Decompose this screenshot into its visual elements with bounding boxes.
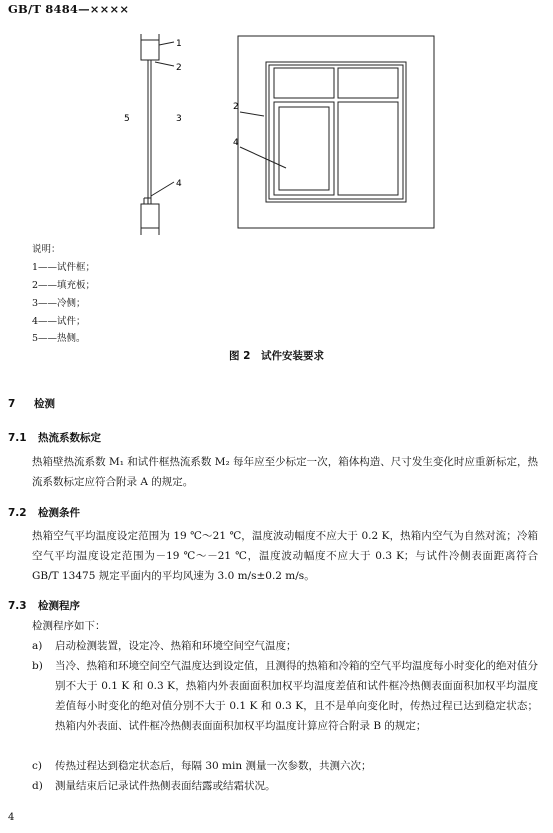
legend-title: 说明：	[32, 244, 61, 255]
sash-bottom-right	[338, 102, 398, 195]
list-item	[32, 756, 538, 776]
list-text: 启动检测装置，设定冷、热箱和环境空间空气温度；	[55, 640, 297, 652]
specimen-glass	[279, 107, 329, 190]
list-marker: d)	[32, 780, 43, 792]
legend-item: 1——试件框；	[32, 262, 96, 273]
leader-r2	[240, 112, 264, 116]
label-r2: 2	[233, 102, 239, 112]
frame-top	[141, 40, 159, 60]
window-outer	[269, 65, 403, 199]
filler-panel-inner	[266, 62, 406, 202]
subsection-number: 7.2	[8, 507, 27, 519]
subsection-number: 7.1	[8, 432, 27, 444]
label-5: 5	[124, 114, 130, 124]
list-marker: b)	[32, 660, 43, 672]
figure-2-drawing	[0, 0, 553, 345]
list-item	[32, 776, 538, 796]
label-r4: 4	[233, 138, 239, 148]
subsection-number: 7.3	[8, 600, 27, 612]
subsection-title: 检测条件	[38, 507, 80, 519]
page-number: 4	[8, 812, 15, 823]
leader-2	[155, 62, 174, 66]
list-item	[32, 656, 538, 736]
sash-bottom-left	[274, 102, 334, 195]
leader-1	[159, 42, 174, 45]
subsection-heading	[8, 598, 80, 613]
list-marker: c)	[32, 760, 42, 772]
legend-item: 2——填充板；	[32, 280, 96, 291]
figure-caption: 图 2 试件安装要求	[229, 350, 324, 362]
sash-top-right	[338, 68, 398, 98]
label-4: 4	[176, 179, 182, 189]
elevation-view	[238, 36, 434, 228]
list-marker: a)	[32, 640, 43, 652]
subsection-heading	[8, 430, 101, 445]
label-2: 2	[176, 63, 182, 73]
legend-item: 3——冷侧；	[32, 298, 86, 309]
sash-top-left	[274, 68, 334, 98]
label-1: 1	[176, 39, 182, 49]
leader-4	[151, 182, 174, 196]
frame-bottom	[141, 204, 159, 228]
section-number: 7	[8, 398, 16, 410]
list-text: 传热过程达到稳定状态后，每隔 30 min 测量一次参数，共测六次；	[55, 760, 372, 772]
legend-item: 4——试件；	[32, 316, 86, 327]
section-heading	[8, 396, 55, 411]
subsection-heading	[8, 505, 80, 520]
legend-item: 5——热侧。	[32, 333, 86, 344]
subsection-title: 热流系数标定	[38, 432, 101, 444]
label-3: 3	[176, 114, 182, 124]
list-text: 测量结束后记录试件热侧表面结露或结霜状况。	[55, 780, 276, 792]
paragraph: 热箱壁热流系数 M₁ 和试件框热流系数 M₂ 每年应至少标定一次，箱体构造、尺寸发生变化时应重新标定，热流系数标定应符合附录 A 的规定。	[32, 456, 538, 488]
list-text: 当冷、热箱和环境空间空气温度达到设定值，且测得的热箱和冷箱的空气平均温度每小时变化的绝对值分别不大于 0.1 K 和 0.3 K，热箱内外表面面积加权平均温度差值和试件框冷热侧表面面积加权平均温度差值每小时变化的绝对值分别不大于 0.1 K 和 0.3 K，且不是单向变化时，传热过程已达到稳定状态；热箱内外表面、试件框冷热侧表面面积加权平均温度计算应符合附录 B 的规定；	[55, 660, 538, 732]
list-item	[32, 636, 538, 656]
section-view	[141, 34, 174, 235]
standard-header: GB/T 8484—××××	[8, 2, 130, 16]
section-title: 检测	[34, 398, 55, 410]
paragraph: 检测程序如下：	[32, 620, 106, 632]
paragraph: 热箱空气平均温度设定范围为 19 ℃～21 ℃，温度波动幅度不应大于 0.2 K，热箱内空气为自然对流；冷箱空气平均温度设定范围为－19 ℃～－21 ℃，温度波动幅度不应大于 0.3 K；与试件冷侧表面距离符合 GB/T 13475 规定平面内的平均风速为 3.0 m/s±0.2 m/s。	[32, 530, 538, 582]
subsection-title: 检测程序	[38, 600, 80, 612]
